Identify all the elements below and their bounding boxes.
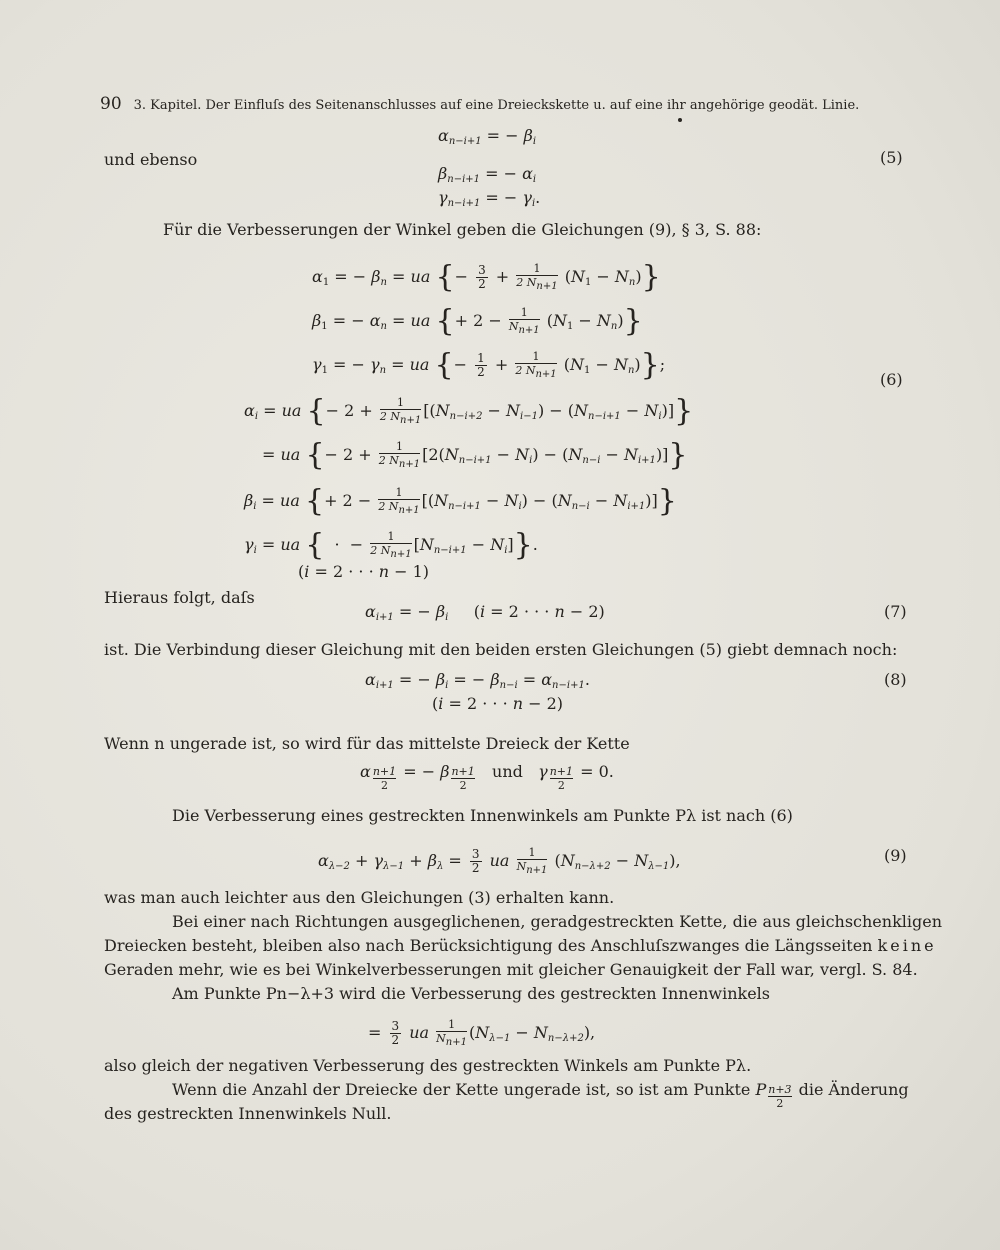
equation-6-alphai-alt: = ua {− 2 + $\frac{1}{2 N_{n+1}}$ $[2(N_{n-i+1} - N_i) - (N_{n-i} - N_{i+1})]$} bbox=[262, 437, 688, 473]
text-und-ebenso: und ebenso bbox=[104, 150, 198, 169]
equation-label-8: (8) bbox=[884, 670, 907, 689]
text-intro-verbesserungen: Für die Verbesserungen der Winkel geben die Gleichungen (9), § 3, S. 88: bbox=[163, 220, 762, 239]
text-hieraus: Hieraus folgt, daſs bbox=[104, 588, 255, 607]
equation-6-alpha1: $\alpha_1$ = − $\beta_n$ = ua {− $\frac{3}{2}$ + $\frac{1}{2 N_{n+1}}$ $(N_1 - N_n)$} bbox=[312, 259, 661, 295]
text-verbesserung-innen: Die Verbesserung eines gestreckten Innenwinkels am Punkte Pλ ist nach (6) bbox=[172, 806, 793, 825]
equation-middle-triangle: α $\frac{n+1}{2}$ = − β $\frac{n+1}{2}$ und γ $\frac{n+1}{2}$ = 0. bbox=[360, 762, 614, 792]
equation-6-alphai: $\alpha_i$ = ua {− 2 + $\frac{1}{2 N_{n+1}}$ $[(N_{n-i+2} - N_{i-1}) - (N_{n-i+1} - N_i)]$} bbox=[244, 393, 694, 429]
equation-6-gammai: $\gamma_i$ = ua { · − $\frac{1}{2 N_{n+1}}$ $[N_{n-i+1} - N_i]$}. bbox=[244, 527, 538, 563]
equation-10: = $\frac{3}{2}$ ua $\frac{1}{N_{n+1}}$ $(N_{\lambda-1} - N_{n-\lambda+2})$, bbox=[368, 1018, 596, 1048]
text-para2-line1: Am Punkte Pn−λ+3 wird die Verbesserung des gestreckten Innenwinkels bbox=[172, 984, 770, 1003]
equation-label-7: (7) bbox=[884, 602, 907, 621]
equation-5a: $\alpha_{n-i+1}$ = − $\beta_i$ bbox=[438, 126, 537, 147]
equation-label-6: (6) bbox=[880, 370, 903, 389]
text-wenn-n: Wenn n ungerade ist, so wird für das mittelste Dreieck der Kette bbox=[104, 734, 630, 753]
text-also-gleich: also gleich der negativen Verbesserung des gestreckten Winkels am Punkte Pλ. bbox=[104, 1056, 752, 1075]
running-header bbox=[100, 94, 859, 116]
equation-6-gamma1: $\gamma_1$ = − $\gamma_n$ = ua {− $\frac{1}{2}$ + $\frac{1}{2 N_{n+1}}$ $(N_1 - N_n)$}; bbox=[312, 347, 666, 383]
text-ist-verbindung: ist. Die Verbindung dieser Gleichung mit den beiden ersten Gleichungen (5) giebt demnach noch: bbox=[104, 640, 898, 659]
equation-label-9: (9) bbox=[884, 846, 907, 865]
text-para1-line2: Dreiecken besteht, bleiben also nach Berücksichtigung des Anschluſszwanges die Längsseiten keine bbox=[104, 936, 937, 955]
equation-8-range: (i = 2 · · · n − 2) bbox=[432, 694, 564, 713]
equation-6-betai: $\beta_i$ = ua {+ 2 − $\frac{1}{2 N_{n+1}}$ $[(N_{n-i+1} - N_i) - (N_{n-i} - N_{i+1})]$} bbox=[244, 483, 677, 519]
text-para1-line1: Bei einer nach Richtungen ausgeglichenen, geradgestreckten Kette, die aus gleichschenkligen bbox=[172, 912, 943, 931]
running-title: 3. Kapitel. Der Einfluſs des Seitenanschlusses auf eine Dreieckskette u. auf eine ihr angehörige geodät. Linie. bbox=[133, 98, 860, 113]
text-para3-line2: des gestreckten Innenwinkels Null. bbox=[104, 1104, 392, 1123]
equation-7: $\alpha_{i+1}$ = − $\beta_i$ (i = 2 · · · n − 2) bbox=[365, 602, 605, 623]
equation-6-range: (i = 2 · · · n − 1) bbox=[298, 562, 430, 581]
word-und: und bbox=[492, 762, 523, 781]
equation-5b: $\beta_{n-i+1}$ = − $\alpha_i$ bbox=[438, 164, 537, 185]
text-keine-spaced: keine bbox=[877, 936, 937, 955]
text-para3-line1: Wenn die Anzahl der Dreiecke der Kette ungerade ist, so ist am Punkte P $\frac{n+3}{2}$ die Änderung bbox=[172, 1080, 909, 1110]
text-para1-line3: Geraden mehr, wie es bei Winkelverbesserungen mit gleicher Genauigkeit der Fall war, vergl. S. 84. bbox=[104, 960, 918, 979]
equation-6-beta1: $\beta_1$ = − $\alpha_n$ = ua {+ 2 − $\frac{1}{N_{n+1}}$ $(N_1 - N_n)$} bbox=[312, 303, 643, 339]
page-number: 90 bbox=[100, 94, 122, 114]
equation-label-5: (5) bbox=[880, 148, 903, 167]
equation-5c: $\gamma_{n-i+1}$ = − $\gamma_i$. bbox=[438, 188, 541, 209]
equation-8: $\alpha_{i+1}$ = − $\beta_i$ = − $\beta_{n-i} = \alpha_{n-i+1}$. bbox=[365, 670, 590, 691]
text-was-man: was man auch leichter aus den Gleichungen (3) erhalten kann. bbox=[104, 888, 615, 907]
equation-9: $\alpha_{\lambda-2} + \gamma_{\lambda-1} + \beta_\lambda$ = $\frac{3}{2}$ ua $\frac{1}{N_{n+1}}$ $(N_{n-\lambda+2} - N_{\lambda-1})$, bbox=[318, 846, 681, 876]
ink-speck bbox=[678, 118, 682, 122]
